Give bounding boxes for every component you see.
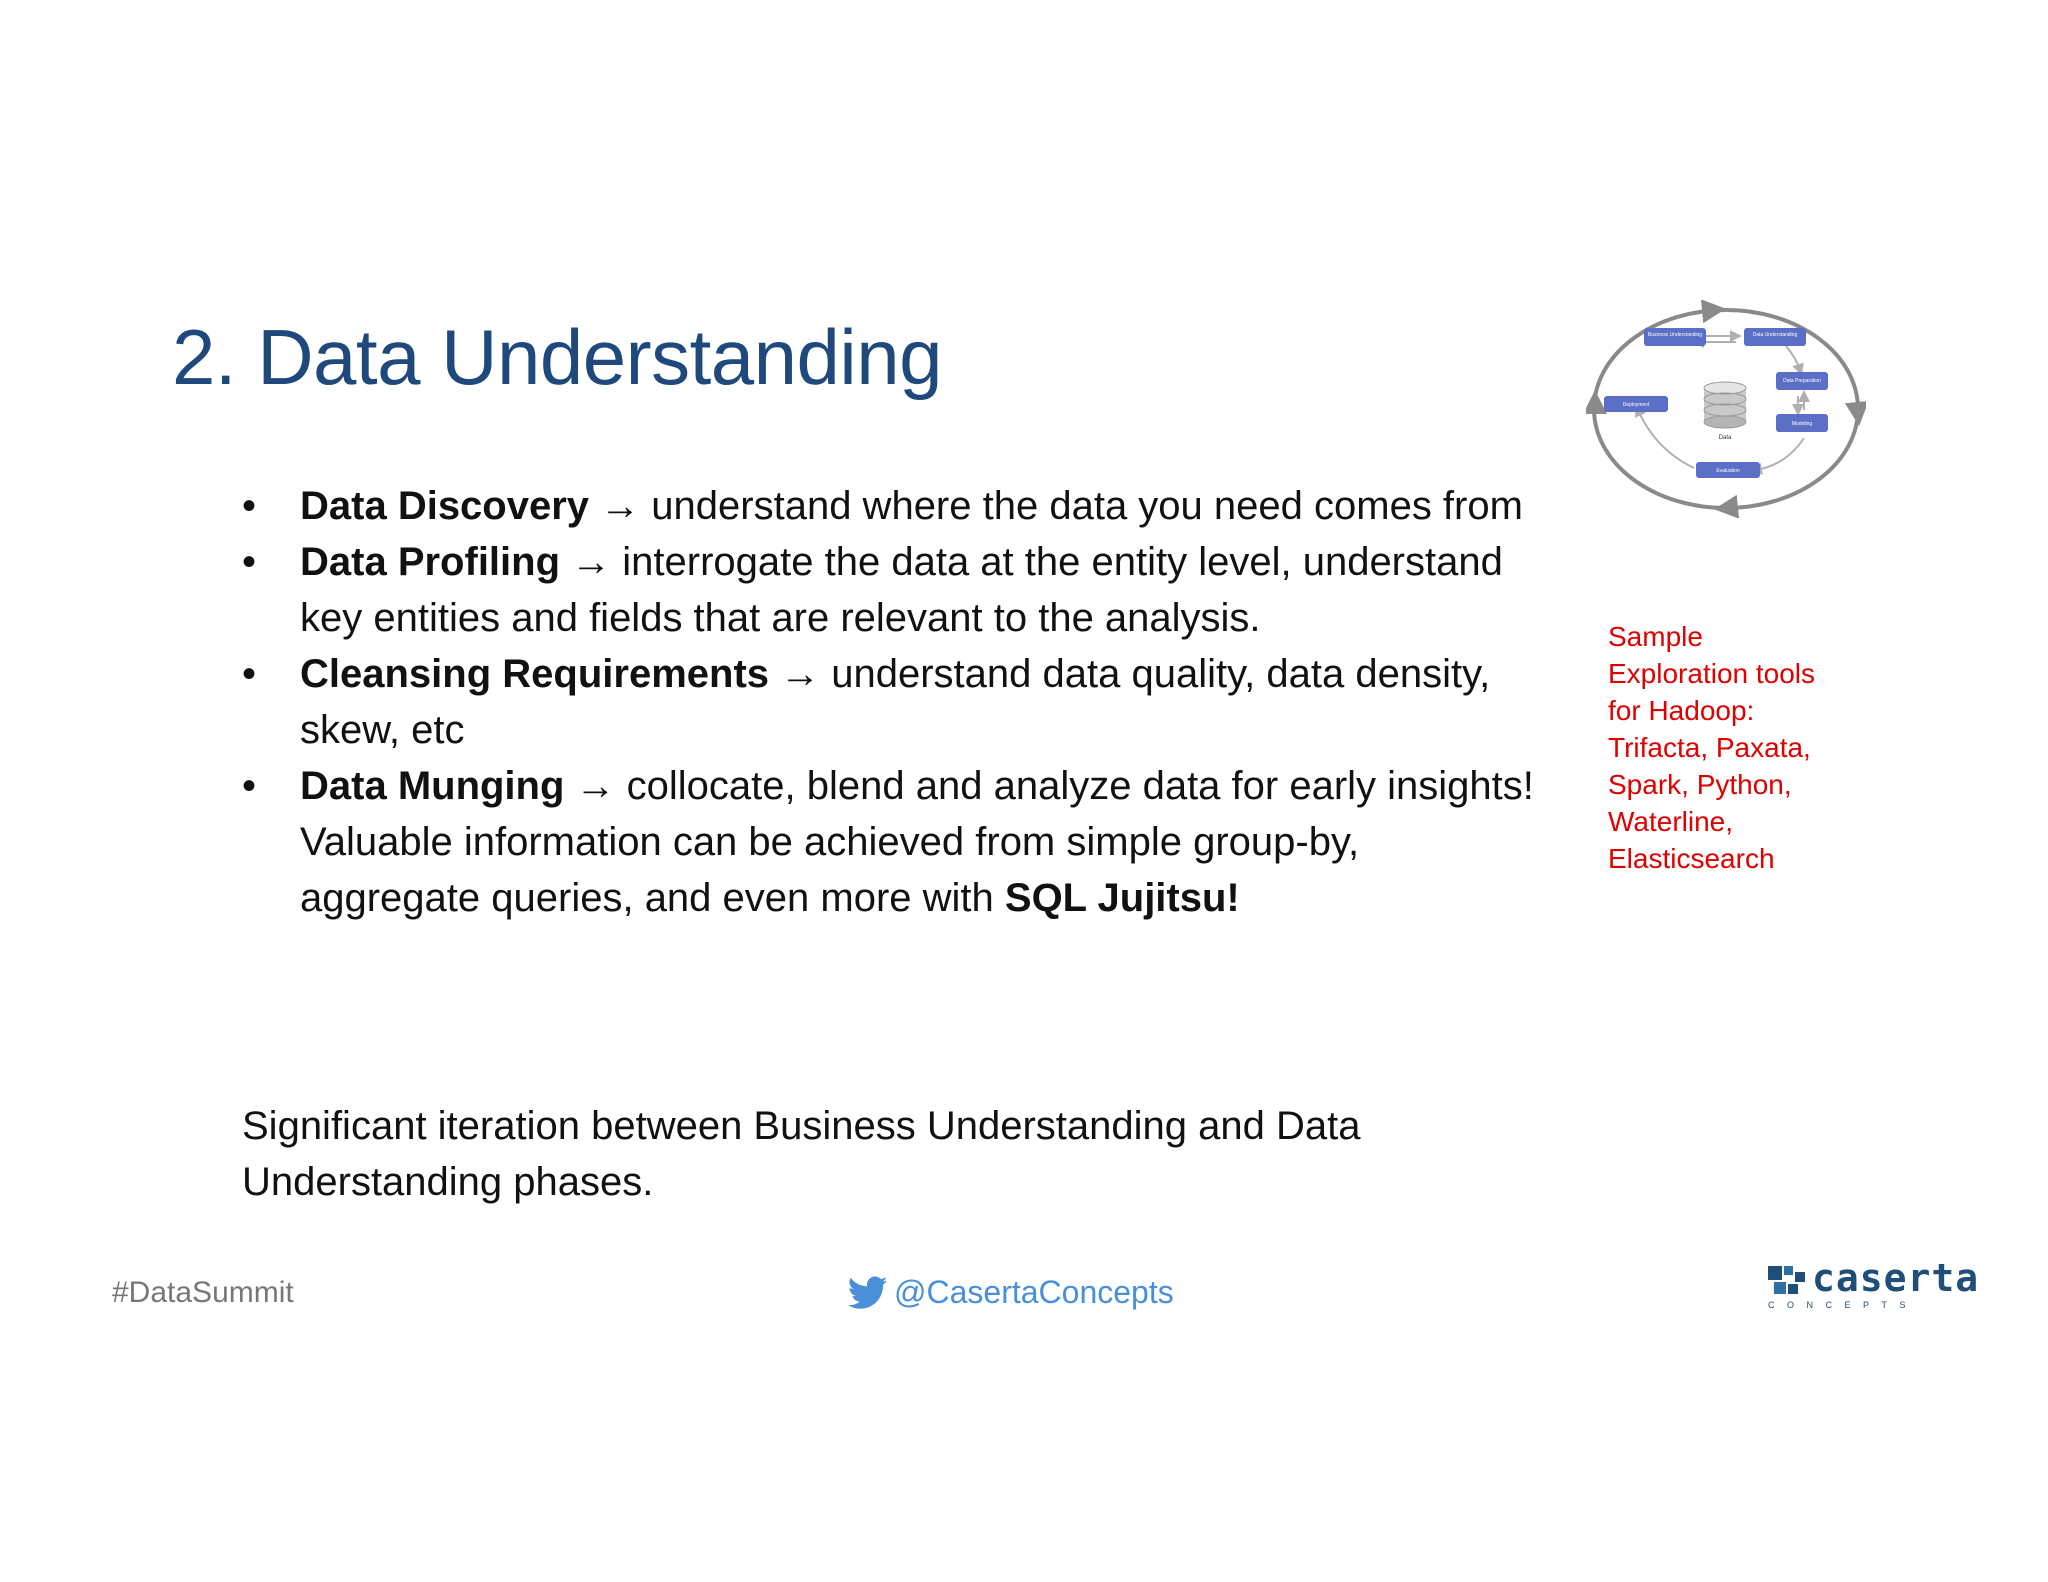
bullet-item — [242, 534, 1542, 646]
note-line: Sample — [1608, 621, 1703, 652]
note-line: Trifacta, Paxata, — [1608, 732, 1811, 763]
note-line: for Hadoop: — [1608, 695, 1755, 726]
node-deployment-label: Deployment — [1622, 402, 1650, 408]
footer-hashtag: #DataSummit — [112, 1276, 294, 1309]
bullet-item — [242, 758, 1542, 926]
note-line: Spark, Python, — [1608, 769, 1792, 800]
bullet-term: Cleansing Requirements — [300, 652, 770, 696]
bullet-list — [242, 478, 1542, 926]
footer-twitter — [848, 1274, 1174, 1311]
bullet-item — [242, 478, 1542, 534]
bullet-text: collocate, blend and analyze data for early insights! Valuable information can be achieved from simple group-by, aggregate queries, and even more with — [300, 764, 1534, 920]
node-modeling-label: Modeling — [1791, 421, 1813, 427]
exploration-tools-note — [1608, 618, 1848, 877]
node-data-label: Data — [1718, 435, 1732, 441]
process-cycle-diagram — [1586, 300, 1866, 518]
bullet-emphasis: SQL Jujitsu! — [1004, 876, 1240, 920]
database-icon — [1704, 382, 1746, 428]
bullet-term: Data Profiling — [300, 540, 561, 584]
note-line: Elasticsearch — [1608, 843, 1775, 874]
bullet-item — [242, 646, 1542, 758]
bullet-term: Data Munging — [300, 764, 565, 808]
node-data-preparation-label: Data Preparation — [1783, 378, 1821, 384]
arrow-right-icon: → — [600, 484, 641, 528]
summary-text: Significant iteration between Business Understanding and Data Understanding phases. — [242, 1104, 1361, 1204]
caserta-logo — [1768, 1256, 1980, 1310]
arrow-right-icon: → — [571, 540, 612, 584]
logo-subtitle: CONCEPTS — [1768, 1300, 1919, 1310]
bullet-text: interrogate the data at the entity level, understand key entities and fields that are relevant to the analysis. — [300, 540, 1503, 640]
logo-word: caserta — [1812, 1256, 1980, 1300]
node-business-label: Business Understanding — [1647, 332, 1703, 338]
bullet-text: understand data quality, data density, skew, etc — [300, 652, 1491, 752]
twitter-handle: @CasertaConcepts — [894, 1274, 1174, 1310]
note-line: Exploration tools — [1608, 658, 1816, 689]
bullet-term: Data Discovery — [300, 484, 590, 528]
slide-title: 2. Data Understanding — [172, 313, 942, 401]
arrow-right-icon: → — [780, 652, 821, 696]
bullet-text: understand where the data you need comes from — [640, 484, 1523, 528]
arrow-right-icon: → — [575, 764, 616, 808]
caserta-logo-icon — [1768, 1262, 1808, 1296]
node-data-understanding-label: Data Understanding — [1752, 332, 1798, 338]
note-line: Waterline, — [1608, 806, 1734, 837]
twitter-bird-icon — [848, 1276, 888, 1310]
node-evaluation-label: Evaluation — [1716, 468, 1740, 474]
